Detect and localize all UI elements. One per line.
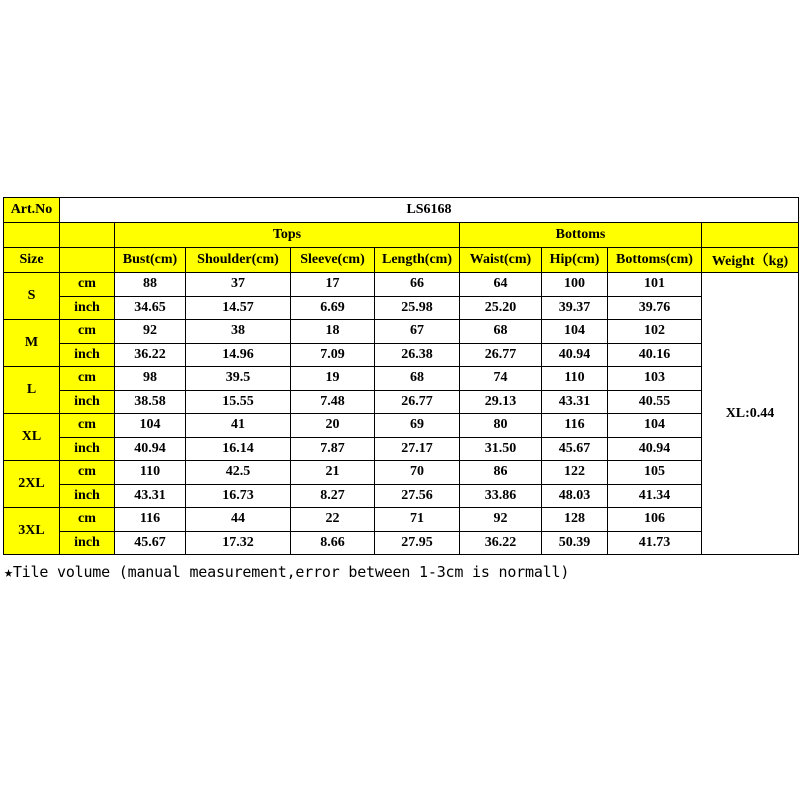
measurement-cell: 45.67 [115, 531, 186, 555]
size-header: Size [4, 248, 60, 273]
unit-label-cm: cm [60, 508, 115, 532]
measurement-cell: 29.13 [460, 390, 542, 414]
measurement-cell: 64 [460, 273, 542, 297]
column-header-row [4, 248, 799, 273]
unit-label-inch: inch [60, 390, 115, 414]
unit-label-cm: cm [60, 461, 115, 485]
unit-label-inch: inch [60, 531, 115, 555]
measurement-cell: 105 [608, 461, 702, 485]
table-row [4, 296, 799, 320]
measurement-cell: 100 [542, 273, 608, 297]
column-header: Bottoms(cm) [608, 248, 702, 273]
measurement-cell: 8.27 [291, 484, 375, 508]
measurement-cell: 40.55 [608, 390, 702, 414]
measurement-cell: 31.50 [460, 437, 542, 461]
measurement-cell: 92 [115, 320, 186, 344]
measurement-cell: 14.96 [186, 343, 291, 367]
unit-label-cm: cm [60, 320, 115, 344]
measurement-cell: 41.34 [608, 484, 702, 508]
measurement-cell: 40.94 [542, 343, 608, 367]
measurement-cell: 43.31 [542, 390, 608, 414]
measurement-cell: 70 [375, 461, 460, 485]
column-header: Sleeve(cm) [291, 248, 375, 273]
measurement-cell: 6.69 [291, 296, 375, 320]
measurement-cell: 44 [186, 508, 291, 532]
measurement-cell: 110 [115, 461, 186, 485]
size-chart-table [3, 197, 799, 555]
measurement-cell: 66 [375, 273, 460, 297]
measurement-cell: 15.55 [186, 390, 291, 414]
measurement-cell: 98 [115, 367, 186, 391]
measurement-cell: 7.48 [291, 390, 375, 414]
measurement-cell: 128 [542, 508, 608, 532]
measurement-cell: 110 [542, 367, 608, 391]
unit-label-inch: inch [60, 343, 115, 367]
measurement-cell: 39.5 [186, 367, 291, 391]
measurement-cell: 16.73 [186, 484, 291, 508]
measurement-cell: 19 [291, 367, 375, 391]
measurement-cell: 104 [115, 414, 186, 438]
unit-label-inch: inch [60, 484, 115, 508]
measurement-cell: 50.39 [542, 531, 608, 555]
measurement-cell: 80 [460, 414, 542, 438]
measurement-cell: 36.22 [460, 531, 542, 555]
measurement-cell: 104 [542, 320, 608, 344]
measurement-cell: 27.17 [375, 437, 460, 461]
measurement-cell: 27.56 [375, 484, 460, 508]
measurement-cell: 34.65 [115, 296, 186, 320]
measurement-cell: 41.73 [608, 531, 702, 555]
measurement-cell: 67 [375, 320, 460, 344]
measurement-cell: 17 [291, 273, 375, 297]
measurement-cell: 16.14 [186, 437, 291, 461]
measurement-cell: 38 [186, 320, 291, 344]
measurement-cell: 106 [608, 508, 702, 532]
art-no-label: Art.No [4, 198, 60, 223]
measurement-cell: 14.57 [186, 296, 291, 320]
table-row [4, 367, 799, 391]
measurement-cell: 21 [291, 461, 375, 485]
measurement-cell: 27.95 [375, 531, 460, 555]
measurement-cell: 103 [608, 367, 702, 391]
measurement-cell: 25.98 [375, 296, 460, 320]
measurement-cell: 92 [460, 508, 542, 532]
unit-label-cm: cm [60, 414, 115, 438]
measurement-cell: 7.87 [291, 437, 375, 461]
measurement-cell: 36.22 [115, 343, 186, 367]
table-row [4, 414, 799, 438]
measurement-cell: 40.94 [608, 437, 702, 461]
measurement-footnote: ★Tile volume (manual measurement,error between 1-3cm is normall) [4, 563, 570, 581]
size-label: 3XL [4, 508, 60, 555]
measurement-cell: 41 [186, 414, 291, 438]
measurement-cell: 74 [460, 367, 542, 391]
measurement-cell: 43.31 [115, 484, 186, 508]
art-no-value: LS6168 [60, 198, 799, 223]
measurement-cell: 102 [608, 320, 702, 344]
size-label: M [4, 320, 60, 367]
unit-label-cm: cm [60, 367, 115, 391]
measurement-cell: 17.32 [186, 531, 291, 555]
column-header: Shoulder(cm) [186, 248, 291, 273]
measurement-cell: 88 [115, 273, 186, 297]
size-chart-body [4, 198, 799, 555]
measurement-cell: 33.86 [460, 484, 542, 508]
group-header-blank-1 [4, 223, 60, 248]
measurement-cell: 40.94 [115, 437, 186, 461]
size-label: XL [4, 414, 60, 461]
table-row [4, 390, 799, 414]
group-header-row [4, 223, 799, 248]
table-row [4, 508, 799, 532]
measurement-cell: 25.20 [460, 296, 542, 320]
measurement-cell: 104 [608, 414, 702, 438]
measurement-cell: 8.66 [291, 531, 375, 555]
bottoms-header: Bottoms [460, 223, 702, 248]
table-row [4, 461, 799, 485]
measurement-cell: 40.16 [608, 343, 702, 367]
measurement-cell: 37 [186, 273, 291, 297]
table-row [4, 437, 799, 461]
table-row [4, 531, 799, 555]
measurement-cell: 48.03 [542, 484, 608, 508]
measurement-cell: 26.38 [375, 343, 460, 367]
measurement-cell: 39.76 [608, 296, 702, 320]
weight-value: XL:0.44 [702, 273, 799, 555]
measurement-cell: 39.37 [542, 296, 608, 320]
measurement-cell: 68 [375, 367, 460, 391]
size-label: 2XL [4, 461, 60, 508]
size-label: L [4, 367, 60, 414]
table-row [4, 343, 799, 367]
measurement-cell: 116 [542, 414, 608, 438]
art-no-row [4, 198, 799, 223]
unit-label-cm: cm [60, 273, 115, 297]
unit-header-blank [60, 248, 115, 273]
column-header: Length(cm) [375, 248, 460, 273]
table-row [4, 273, 799, 297]
unit-label-inch: inch [60, 437, 115, 461]
measurement-cell: 26.77 [375, 390, 460, 414]
measurement-cell: 20 [291, 414, 375, 438]
unit-label-inch: inch [60, 296, 115, 320]
measurement-cell: 69 [375, 414, 460, 438]
measurement-cell: 7.09 [291, 343, 375, 367]
measurement-cell: 26.77 [460, 343, 542, 367]
measurement-cell: 45.67 [542, 437, 608, 461]
table-row [4, 320, 799, 344]
measurement-cell: 68 [460, 320, 542, 344]
tops-header: Tops [115, 223, 460, 248]
measurement-cell: 122 [542, 461, 608, 485]
group-header-blank-3 [702, 223, 799, 248]
measurement-cell: 38.58 [115, 390, 186, 414]
measurement-cell: 42.5 [186, 461, 291, 485]
measurement-cell: 86 [460, 461, 542, 485]
group-header-blank-2 [60, 223, 115, 248]
measurement-cell: 71 [375, 508, 460, 532]
weight-header: Weight（kg) [702, 248, 799, 273]
measurement-cell: 22 [291, 508, 375, 532]
measurement-cell: 116 [115, 508, 186, 532]
column-header: Hip(cm) [542, 248, 608, 273]
column-header: Waist(cm) [460, 248, 542, 273]
measurement-cell: 18 [291, 320, 375, 344]
size-label: S [4, 273, 60, 320]
measurement-cell: 101 [608, 273, 702, 297]
table-row [4, 484, 799, 508]
column-header: Bust(cm) [115, 248, 186, 273]
